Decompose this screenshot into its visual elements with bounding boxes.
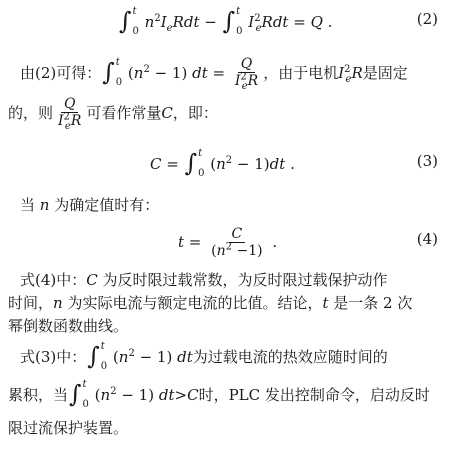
text-run: ，由于电机 bbox=[263, 63, 339, 82]
equation-number: (4) bbox=[416, 230, 438, 248]
text-run: 为实际电流与额定电流的比值。结论， bbox=[62, 294, 323, 312]
text-run: > bbox=[174, 386, 188, 404]
equation-number: (2) bbox=[416, 10, 438, 28]
fraction: $\frac{Q}{I^2_eR}$ bbox=[234, 56, 259, 92]
integral-sign: ∫ t 0 bbox=[102, 56, 123, 88]
equation-4-body: t = $\frac{C}{(n^2 -1)}$ . bbox=[178, 225, 278, 259]
paragraph-line: 的，则 $\frac{Q}{I^2_eR}$ 可看作常量 C ，即： bbox=[8, 96, 218, 132]
equation-4 bbox=[0, 222, 450, 262]
text-run: 累积，当 bbox=[8, 386, 69, 404]
equation-2-body: ∫ t 0 $n^2I_eRdt$ − ∫ t 0 $I^2_eRdt = Q$ . bbox=[119, 6, 333, 37]
text-run: 为确定值时有： bbox=[49, 196, 160, 214]
equation-3 bbox=[0, 144, 450, 184]
text-run: 为过载电流的热效应随时间的 bbox=[192, 348, 388, 366]
text-run: 为反时限过载常数，为反时限过载保护动作 bbox=[97, 271, 388, 289]
paragraph-line: 幂倒数函数曲线。 bbox=[8, 317, 129, 335]
text-run: ，即： bbox=[172, 103, 218, 122]
text-run: 时，PLC 发出控制命令，启动反时 bbox=[198, 386, 430, 404]
text-run: 是一条 2 次 bbox=[328, 294, 413, 312]
text-run: 式(3)中： bbox=[20, 348, 87, 366]
text-run: 由(2)可得： bbox=[20, 63, 102, 82]
paragraph-line: 限过流保护装置。 bbox=[8, 419, 129, 437]
text-run: 可看作常量 bbox=[86, 103, 162, 122]
integral-sign: ∫ t 0 bbox=[184, 148, 205, 179]
text-run: 式(4)中： bbox=[20, 271, 87, 289]
integral-sign: ∫ t 0 bbox=[69, 379, 89, 410]
text-run: 时间， bbox=[8, 294, 54, 312]
paragraph-line: 时间，n 为实际电流与额定电流的比值。结论，t 是一条 2 次 bbox=[8, 294, 413, 312]
text-run: 是固定 bbox=[362, 63, 408, 82]
fraction: $\frac{Q}{I^2_eR}$ bbox=[58, 96, 82, 132]
paragraph-line: 当 n 为确定值时有： bbox=[20, 196, 160, 214]
paragraph-line: 累积，当 ∫ t 0 $(n^2 - 1)$ dt > C 时，PLC 发出控制命令，启动反时 bbox=[8, 379, 430, 410]
integral-sign: ∫ t 0 bbox=[119, 6, 139, 37]
text-run: 的，则 bbox=[8, 103, 54, 122]
text-run: 当 bbox=[20, 196, 40, 214]
paragraph-line: 由(2)可得： ∫ t 0 $(n^2 - 1)$ dt = $\frac{Q}{I^2_eR}$ ，由于电机 $I^2_eR$ 是固定 bbox=[20, 56, 408, 92]
equation-3-body: C = ∫ t 0 $(n^2 - 1)dt$ . bbox=[150, 148, 295, 179]
paragraph-line: 式(4)中：C 为反时限过载常数，为反时限过载保护动作 bbox=[20, 271, 388, 289]
integral-sign: ∫ t 0 bbox=[87, 341, 108, 372]
equation-number: (3) bbox=[416, 152, 438, 170]
fraction: $\frac{C}{(n^2 -1)}$ bbox=[211, 225, 263, 259]
paragraph-line: 式(3)中： ∫ t 0 $(n^2 - 1)$ dt 为过载电流的热效应随时间的 bbox=[20, 341, 388, 372]
integral-sign: ∫ t 0 bbox=[222, 6, 243, 37]
equation-2 bbox=[0, 2, 450, 42]
